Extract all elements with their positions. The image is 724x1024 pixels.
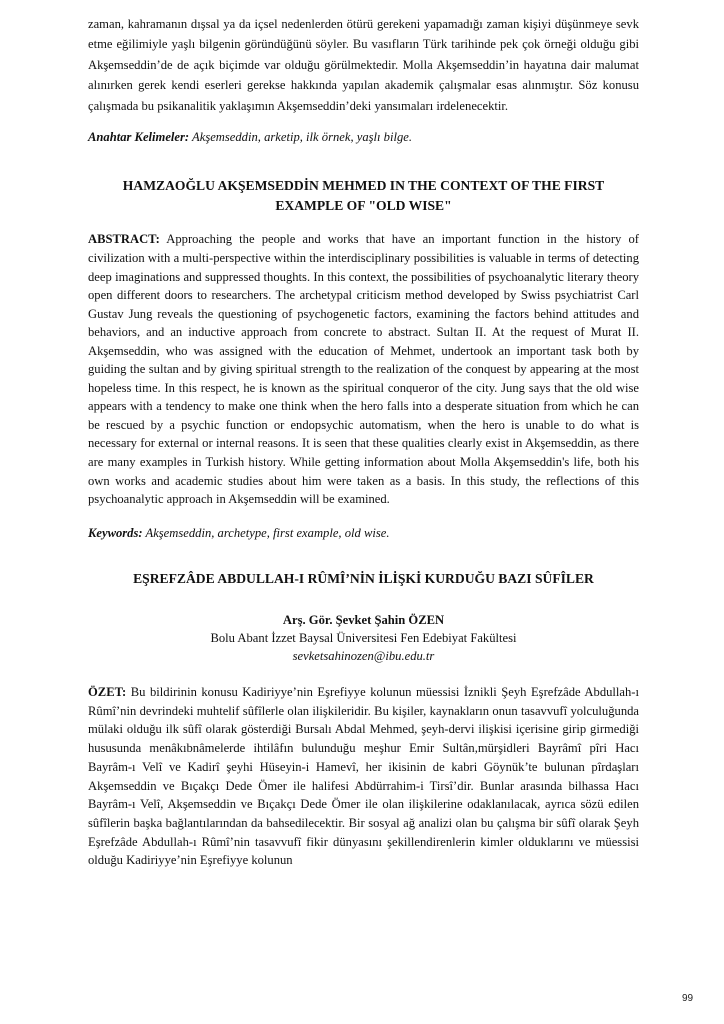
abstract-paragraph	[88, 230, 639, 508]
ozet-paragraph	[88, 683, 639, 870]
author-email: sevketsahinozen@ibu.edu.tr	[292, 649, 435, 664]
english-title: HAMZAOĞLU AKŞEMSEDDİN MEHMED IN THE CONTEXT OF THE FIRST EXAMPLE OF "OLD WISE"	[122, 178, 605, 214]
page-number: 99	[682, 993, 694, 1004]
author-name: Arş. Gör. Şevket Şahin ÖZEN	[282, 613, 445, 628]
abstract-label: ABSTRACT:	[88, 232, 160, 247]
intro-paragraph: zaman, kahramanın dışsal ya da içsel nedenlerden ötürü gerekeni yapamadığı zaman kişiyi düşünmeye sevk etme eğilimiyle yaşlı bilgenin göründüğünü söyler. Bu vasıfların Türk tarihinde pek çok örneği olduğu gibi Akşemseddin’de de açık biçimde var olduğu görülmektedir. Molla Akşemseddin’in hayatına dair malumat alınırken gerek kendi eserleri gerekse hakkında yapılan akademik çalışmalar esas alınmıştır. Söz konusu çalışmada bu psikanalitik yaklaşımın Akşemseddin’deki yansımaları irdelenecektir.	[88, 17, 639, 113]
keywords-tr-text: Akşemseddin, arketip, ilk örnek, yaşlı bilge.	[189, 130, 413, 145]
keywords-en	[88, 523, 639, 543]
abstract-text: Approaching the people and works that have an important function in the history of civilization with a multi-perspective within the interdisciplinary possibilities is valuable in terms of detecting deep imaginations and suppressed thoughts. In this context, the possibilities of psychoanalytic literary theory open different doors to researchers. The archetypal criticism method developed by Swiss psychiatrist Carl Gustav Jung reveals the questioning of psychogenetic factors, examining the factors behind attitudes and behaviors, and an inductive approach from concrete to abstract. Sultan II. At the request of Murat II. Akşemseddin, who was assigned with the education of Mehmet, undertook an important task both by guiding the sultan and by giving spiritual strength to the realization of the conquest by appearing at the most hopeless time. In this respect, he is known as the spiritual conqueror of the city. Jung says that the old wise appears with a tendency to make one think when the hero falls into a desperate situation from which he can be rescued by a psychic function or endopsychic automatism, when the hero is unable to do what is necessary for external or internal reasons. It is seen that these qualities clearly exist in Akşemseddin, as there are many examples in Turkish history. While getting information about Molla Akşemseddin's life, both his own works and academic studies about him were taken as a basis. In this study, the reflections of this psychoanalytic approach in Akşemseddin will be examined.	[88, 232, 639, 507]
keywords-tr-label: Anahtar Kelimeler:	[88, 130, 190, 145]
ozet-label: ÖZET:	[88, 685, 127, 700]
keywords-en-text: Akşemseddin, archetype, first example, old wise.	[142, 525, 390, 540]
keywords-en-label: Keywords:	[88, 525, 143, 540]
document-page	[88, 14, 639, 870]
author-affiliation: Bolu Abant İzzet Baysal Üniversitesi Fen Edebiyat Fakültesi	[210, 631, 517, 646]
turkish-title: EŞREFZÂDE ABDULLAH-I RÛMÎ’NİN İLİŞKİ KURDUĞU BAZI SÛFÎLER	[133, 571, 594, 587]
author-block	[88, 611, 639, 665]
keywords-tr	[88, 127, 639, 147]
ozet-text: Bu bildirinin konusu Kadiriyye’nin Eşrefiyye kolunun müessisi İznikli Şeyh Eşrefzâde Abdullah-ı Rûmî’nin devrindeki muhtelif sûfîlerle olan ilişkileridir. Bu kişiler, kaynakların onun tasavvufî yolculuğunda mülaki olduğu ilk sûfî olarak gösterdiği Bursalı Abdal Mehmed, şeyh-dervi ilişkisi içerisine girip girmediği hususunda menâkıbnâmelerde ihtilâfın bulunduğu meşhur Emir Sultân,mürşidleri Bayrâmî pîri Hacı Bayrâm-ı Velî ve Kadirî şeyhi Hüseyin-i Hamevî, her ikisinin de kabri Göynük’te bulunan pîrdaşları Akşemseddin ve Bıçakçı Dede Ömer ile halifesi Abdürrahim-i Tirsî’dir. Bunlar arasında bilhassa Hacı Bayrâm-ı Velî, Akşemseddin ve Bıçakçı Dede Ömer ile olan ilişkilerine odaklanılacak, ayrıca sözü edilen sûfîlerin başka bağlantılarından da bahsedilecektir. Bir sosyal ağ analizi olan bu çalışma bir sûfî olarak Şeyh Eşrefzâde Abdullah-ı Rûmî’nin tasavvufî fikir dünyasını şekillendirenlerin kimler olduklarını ve müessisi olduğu Kadiriyye’nin Eşrefiyye kolunun	[88, 685, 639, 868]
